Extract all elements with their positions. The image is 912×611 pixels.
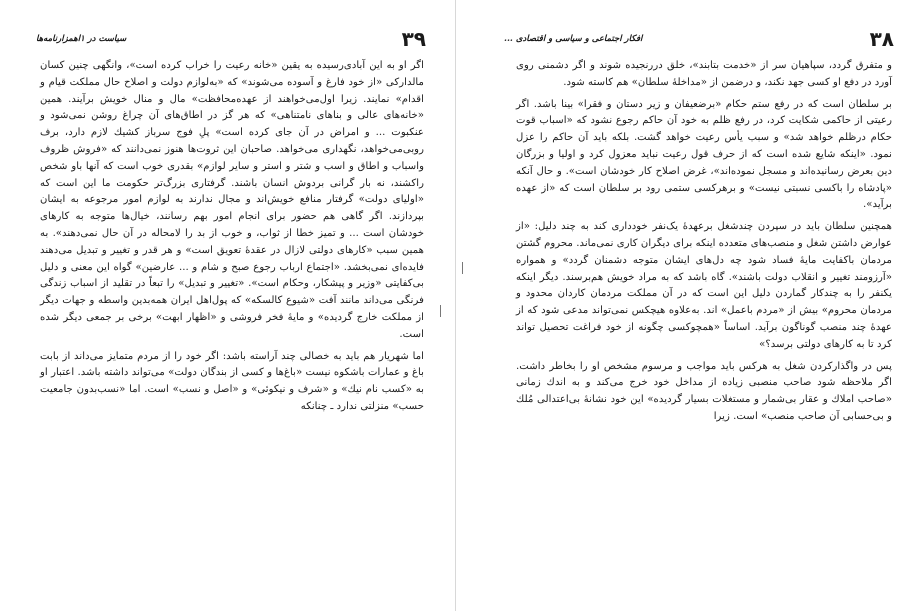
running-head: افکار اجتماعی و سیاسی و اقتصادی ... bbox=[504, 34, 643, 44]
paragraph: و متفرق گردد، سپاهیان سر از «خدمت بتابند»، خلق دررنجیده شوند و اگر دشمنی روی آورد در دفع او کسی جهد نکند، و درضمن از «مداخلهٔ سلطان» هم کاسته شود. bbox=[516, 60, 892, 88]
paragraph: اما شهریار هم باید به خصالی چند آراسته باشد: اگر خود را از مردم متمایز می‌داند از بابت باغ و عمارات باشکوه نیست «باغ‌ها و کسی از بندگان دولت» می‌تواند داشته باشد. اعتبار او به «کسب نام نیك» و «شرف و نیکوئی» و «اصل و نسب» است. اما «نسب‌بدون جامعیت حسب» منزلتی ندارد ـ چنانکه bbox=[40, 350, 424, 412]
right-page-header bbox=[504, 28, 894, 50]
running-head: سیاست در ۱اهمزارنامه‌ها bbox=[36, 34, 127, 44]
paragraph: پس در واگذارکردن شغل به هرکس باید مواجب و مرسوم مشخص او را بخاطر داشت. اگر ملاحظه شود صاحب منصبی زیاده از مداخل خود خرج می‌کند و به اندك زمانی «صاحب املاك و عقار بی‌شمار و مستغلات بسیار گردیده» این خود نشانهٔ بی‌اعتدالی مُلك و بی‌حسابی آن صاحب منصب» است. زیرا bbox=[516, 360, 892, 422]
margin-mark bbox=[440, 305, 441, 317]
left-page-body bbox=[40, 58, 424, 421]
margin-mark bbox=[462, 262, 463, 274]
paragraph: اگر او به این آبادی‌رسیده به یقین «خانه رعیت را خراب کرده است»، وانگهی چنین کسان مالدارکی «از خود فارغ و آسوده می‌شوند» که «به‌لوازم دولت و اصلاح حال مملکت قیام و اقدام» نمایند. زیرا اول‌می‌خواهند از عهده‌محافظت» مال و منال خویش برآیند. همین «خانه‌های عالی و بناهای نامتناهی» که هر گز در اطاق‌های آن چراغ روشن نمی‌شود و عنکبوت ... و امراض در آن جای کرده است» پلِ فوج سرباز کشیك لازم دارد، برف روبی‌می‌خواهد، نگهداری می‌خواهد. صاحبان این ثروت‌ها هنوز نمی‌دانند که «فروش ظروف واسباب و اطاق و اسب و شتر و استر و سایر لوازم» بقدری خوب است که آنها باو شخص راکشند، نه بار گرانی بردوش انسان باشند. گرفتاری بزرگ‌تر حکومت ما این است که «اولیای دولت» گرفتار منافع خویش‌اند و مجال ندارند به لوازم امور مرجوعه به ایشان بپردازند. اگر گاهی هم حضور برای انجام امور بهم رسانند، خیال‌ها متوجه به کارهای خودشان است ... و تمیز خطا از ثواب، و خوب از بد را لامحاله در آن حال نمی‌دهند». به همین سبب «کارهای دولتی لازال در عقدهٔ تعویق است» و هر قدر و تغییر و تبدیل می‌دهند فایده‌ای نمی‌بخشد. «اجتماع ارباب رجوع صبح و شام و ... عارضین» گواه این معنی و دلیل بی‌کفایتی «وزیر و پیشکار، وحکام است». «تغییر و تبدیل» را تبعاً در تقلید از اسباب زندگی فرنگی می‌داند مانند آفت «شیوع کالسکه» که پول‌اهل ایران همه‌بدین واسطه و جهات دیگر از مملکت خارج گردیده» و مایهٔ فخر فروشی و «اظهار ابهت» برخی بر جمعی دیگر شده است. bbox=[40, 60, 424, 340]
right-page bbox=[456, 0, 912, 611]
right-page-body bbox=[516, 58, 892, 431]
paragraph: بر سلطان است که در رفع ستم حکام «برضعیفان و زیر دستان و فقرا» بینا باشد. اگر رعیتی از حاکمی شکایت کرد، در رفع ظلم به خود آن حاکم رجوع نشود که «اسباب قوت حکام درظلم خواهد شد» و سبب یأس رعیت خواهد گشت. بلکه باید آن حاکم را عزل نمود. «اینکه شایع شده است که از حرف قول رعیت نباید معزول کرد و اولیا و بزرگان دین بعرض رسانیده‌اند و مسجل نموده‌اند»، غرض اصلاح کار خودشان است». و حال آنکه «پادشاه را باکسی نسبتی نیست» و برهرکسی ستمی رود بر سلطان است که «از عهده برآید». bbox=[516, 98, 892, 211]
page-number: ۳۹ bbox=[401, 27, 426, 51]
page-number: ۳۸ bbox=[869, 27, 894, 51]
paragraph: همچنین سلطان باید در سپردن چندشغل برعهدهٔ یک‌نفر خودداری کند به چند دلیل: «از عوارض داشتن شغل و منصب‌های متعدده اینکه برای دیگران کاری نمی‌ماند. محروم گشتن مردمان باکفایت مایهٔ فساد شود چه دل‌های ایشان متوجه دشمنان گردد» و همواره «آرزومند تغییر و انقلاب دولت باشند». گاه باشد که به مراد خویش هم‌برسند. دیگر اینکه یکنفر را به چندکار گماردن دلیل این است که در آن مملکت مردمان کاردان محدود و مردمان محروم» بیش از «مردم باعمل» اند. به‌علاوه هیچکس نمی‌تواند مدعی شود که از عهدهٔ چند منصب گوناگون برآید. اساساً «همچوکسی چگونه از خود فراغت تحصیل تواند کرد تا به کارهای دولتی برسد؟» bbox=[516, 221, 892, 350]
left-page-header bbox=[36, 28, 426, 50]
